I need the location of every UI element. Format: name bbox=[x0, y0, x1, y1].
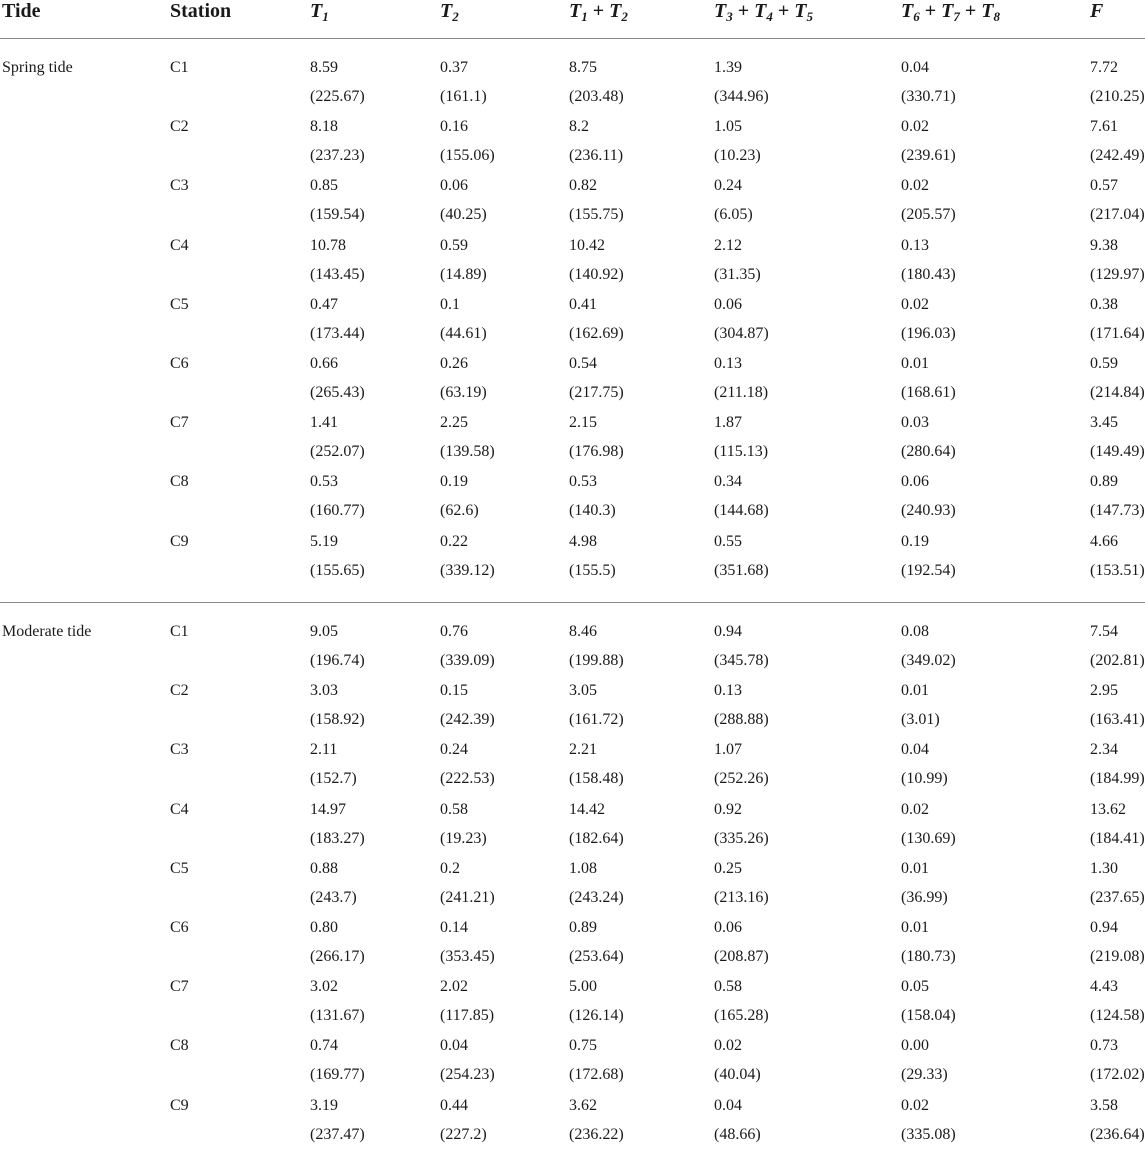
table-row bbox=[0, 918, 1145, 977]
header-t3-t4-t5: $T_3 + T_4 + T_5$ bbox=[714, 0, 813, 24]
amplitude-cell: 0.74 bbox=[310, 1037, 338, 1055]
amplitude-cell: 0.89 bbox=[1090, 473, 1118, 491]
amplitude-cell: 0.53 bbox=[310, 473, 338, 491]
amplitude-cell: 0.89 bbox=[569, 919, 597, 936]
amplitude-cell: 0.04 bbox=[714, 1096, 742, 1114]
station-cell: C9 bbox=[170, 1096, 189, 1114]
phase-cell: (19.23) bbox=[440, 829, 487, 847]
phase-cell: (219.08) bbox=[1090, 948, 1145, 965]
phase-cell: (184.41) bbox=[1090, 829, 1145, 847]
amplitude-cell: 14.97 bbox=[310, 800, 346, 818]
amplitude-cell: 0.00 bbox=[901, 1037, 929, 1055]
phase-cell: (161.1) bbox=[440, 88, 487, 105]
amplitude-cell: 0.82 bbox=[569, 177, 597, 195]
phase-cell: (155.5) bbox=[569, 561, 616, 579]
amplitude-cell: 4.66 bbox=[1090, 532, 1118, 550]
phase-cell: (44.61) bbox=[440, 324, 487, 342]
phase-cell: (48.66) bbox=[714, 1125, 761, 1143]
phase-cell: (252.07) bbox=[310, 443, 365, 461]
section-moderate-tide bbox=[0, 603, 1145, 1158]
phase-cell: (172.02) bbox=[1090, 1066, 1145, 1084]
station-cell: C7 bbox=[170, 978, 189, 996]
phase-cell: (172.68) bbox=[569, 1066, 624, 1084]
amplitude-cell: 0.66 bbox=[310, 355, 338, 372]
amplitude-cell: 9.38 bbox=[1090, 236, 1118, 254]
phase-cell: (339.12) bbox=[440, 561, 495, 579]
phase-cell: (163.41) bbox=[1090, 711, 1145, 729]
amplitude-cell: 10.42 bbox=[569, 236, 605, 254]
phase-cell: (168.61) bbox=[901, 384, 956, 401]
table-row bbox=[0, 58, 1145, 117]
phase-cell: (40.04) bbox=[714, 1066, 761, 1084]
phase-cell: (199.88) bbox=[569, 652, 624, 669]
table-row bbox=[0, 740, 1145, 799]
station-cell: C2 bbox=[170, 118, 189, 136]
amplitude-cell: 0.01 bbox=[901, 919, 929, 936]
phase-cell: (202.81) bbox=[1090, 652, 1145, 669]
amplitude-cell: 0.13 bbox=[901, 236, 929, 254]
phase-cell: (227.2) bbox=[440, 1125, 487, 1143]
phase-cell: (29.33) bbox=[901, 1066, 948, 1084]
amplitude-cell: 0.73 bbox=[1090, 1037, 1118, 1055]
phase-cell: (63.19) bbox=[440, 384, 487, 401]
phase-cell: (14.89) bbox=[440, 265, 487, 283]
phase-cell: (252.26) bbox=[714, 770, 769, 788]
phase-cell: (10.99) bbox=[901, 770, 948, 788]
amplitude-cell: 0.06 bbox=[714, 295, 742, 313]
amplitude-cell: 0.15 bbox=[440, 682, 468, 700]
amplitude-cell: 13.62 bbox=[1090, 800, 1126, 818]
phase-cell: (214.84) bbox=[1090, 384, 1145, 401]
phase-cell: (236.64) bbox=[1090, 1125, 1145, 1143]
phase-cell: (147.73) bbox=[1090, 502, 1145, 520]
amplitude-cell: 1.87 bbox=[714, 414, 742, 432]
amplitude-cell: 0.02 bbox=[901, 295, 929, 313]
phase-cell: (265.43) bbox=[310, 384, 365, 401]
header-t6-t7-t8: $T_6 + T_7 + T_8$ bbox=[901, 0, 1000, 24]
phase-cell: (155.06) bbox=[440, 147, 495, 165]
amplitude-cell: 0.14 bbox=[440, 919, 468, 936]
amplitude-cell: 2.34 bbox=[1090, 741, 1118, 759]
amplitude-cell: 0.02 bbox=[901, 177, 929, 195]
header-f: F bbox=[1090, 0, 1104, 22]
phase-cell: (158.92) bbox=[310, 711, 365, 729]
station-cell: C6 bbox=[170, 355, 189, 372]
amplitude-cell: 0.41 bbox=[569, 295, 597, 313]
phase-cell: (211.18) bbox=[714, 384, 769, 401]
amplitude-cell: 0.25 bbox=[714, 859, 742, 877]
amplitude-cell: 7.61 bbox=[1090, 118, 1118, 136]
phase-cell: (152.7) bbox=[310, 770, 357, 788]
phase-cell: (149.49) bbox=[1090, 443, 1145, 461]
amplitude-cell: 0.44 bbox=[440, 1096, 468, 1114]
phase-cell: (159.54) bbox=[310, 206, 365, 224]
phase-cell: (143.45) bbox=[310, 265, 365, 283]
phase-cell: (117.85) bbox=[440, 1007, 495, 1025]
amplitude-cell: 0.80 bbox=[310, 919, 338, 936]
table-row bbox=[0, 532, 1145, 591]
station-cell: C4 bbox=[170, 236, 189, 254]
phase-cell: (176.98) bbox=[569, 443, 624, 461]
phase-cell: (210.25) bbox=[1090, 88, 1145, 105]
amplitude-cell: 0.38 bbox=[1090, 295, 1118, 313]
amplitude-cell: 0.53 bbox=[569, 473, 597, 491]
amplitude-cell: 0.13 bbox=[714, 355, 742, 372]
amplitude-cell: 0.54 bbox=[569, 355, 597, 372]
station-cell: C3 bbox=[170, 177, 189, 195]
phase-cell: (165.28) bbox=[714, 1007, 769, 1025]
amplitude-cell: 2.02 bbox=[440, 978, 468, 996]
phase-cell: (253.64) bbox=[569, 948, 624, 965]
amplitude-cell: 0.47 bbox=[310, 295, 338, 313]
phase-cell: (169.77) bbox=[310, 1066, 365, 1084]
amplitude-cell: 0.59 bbox=[1090, 355, 1118, 372]
amplitude-cell: 0.02 bbox=[901, 1096, 929, 1114]
amplitude-cell: 0.92 bbox=[714, 800, 742, 818]
phase-cell: (180.43) bbox=[901, 265, 956, 283]
tide-label: Spring tide bbox=[2, 59, 73, 76]
phase-cell: (161.72) bbox=[569, 711, 624, 729]
phase-cell: (140.92) bbox=[569, 265, 624, 283]
phase-cell: (173.44) bbox=[310, 324, 365, 342]
amplitude-cell: 0.57 bbox=[1090, 177, 1118, 195]
amplitude-cell: 1.05 bbox=[714, 118, 742, 136]
phase-cell: (240.93) bbox=[901, 502, 956, 520]
phase-cell: (180.73) bbox=[901, 948, 956, 965]
phase-cell: (254.23) bbox=[440, 1066, 495, 1084]
amplitude-cell: 3.05 bbox=[569, 682, 597, 700]
amplitude-cell: 0.06 bbox=[901, 473, 929, 491]
phase-cell: (36.99) bbox=[901, 888, 948, 906]
table-row bbox=[0, 622, 1145, 681]
amplitude-cell: 0.58 bbox=[714, 978, 742, 996]
table-row bbox=[0, 236, 1145, 295]
phase-cell: (126.14) bbox=[569, 1007, 624, 1025]
amplitude-cell: 0.34 bbox=[714, 473, 742, 491]
phase-cell: (182.64) bbox=[569, 829, 624, 847]
phase-cell: (217.75) bbox=[569, 384, 624, 401]
phase-cell: (344.96) bbox=[714, 88, 769, 105]
phase-cell: (304.87) bbox=[714, 324, 769, 342]
amplitude-cell: 3.58 bbox=[1090, 1096, 1118, 1114]
station-cell: C8 bbox=[170, 473, 189, 491]
amplitude-cell: 2.25 bbox=[440, 414, 468, 432]
table-row bbox=[0, 117, 1145, 176]
amplitude-cell: 0.22 bbox=[440, 532, 468, 550]
table-row bbox=[0, 977, 1145, 1036]
amplitude-cell: 9.05 bbox=[310, 623, 338, 640]
station-cell: C1 bbox=[170, 59, 189, 76]
amplitude-cell: 3.62 bbox=[569, 1096, 597, 1114]
table-row bbox=[0, 413, 1145, 472]
phase-cell: (160.77) bbox=[310, 502, 365, 520]
phase-cell: (144.68) bbox=[714, 502, 769, 520]
station-cell: C3 bbox=[170, 741, 189, 759]
amplitude-cell: 14.42 bbox=[569, 800, 605, 818]
phase-cell: (237.65) bbox=[1090, 888, 1145, 906]
amplitude-cell: 7.72 bbox=[1090, 59, 1118, 76]
phase-cell: (31.35) bbox=[714, 265, 761, 283]
amplitude-cell: 0.02 bbox=[901, 800, 929, 818]
amplitude-cell: 0.76 bbox=[440, 623, 468, 640]
table-row bbox=[0, 1096, 1145, 1155]
phase-cell: (237.23) bbox=[310, 147, 365, 165]
phase-cell: (183.27) bbox=[310, 829, 365, 847]
amplitude-cell: 0.13 bbox=[714, 682, 742, 700]
phase-cell: (158.04) bbox=[901, 1007, 956, 1025]
phase-cell: (266.17) bbox=[310, 948, 365, 965]
amplitude-cell: 0.55 bbox=[714, 532, 742, 550]
phase-cell: (129.97) bbox=[1090, 265, 1145, 283]
phase-cell: (3.01) bbox=[901, 711, 940, 729]
amplitude-cell: 0.37 bbox=[440, 59, 468, 76]
phase-cell: (349.02) bbox=[901, 652, 956, 669]
phase-cell: (243.24) bbox=[569, 888, 624, 906]
amplitude-cell: 2.11 bbox=[310, 741, 338, 759]
table-row bbox=[0, 859, 1145, 918]
header-t1-plus-t2: $T_1 + T_2$ bbox=[569, 0, 628, 24]
phase-cell: (236.22) bbox=[569, 1125, 624, 1143]
phase-cell: (10.23) bbox=[714, 147, 761, 165]
phase-cell: (330.71) bbox=[901, 88, 956, 105]
phase-cell: (184.99) bbox=[1090, 770, 1145, 788]
amplitude-cell: 3.02 bbox=[310, 978, 338, 996]
phase-cell: (131.67) bbox=[310, 1007, 365, 1025]
amplitude-cell: 7.54 bbox=[1090, 623, 1118, 640]
phase-cell: (40.25) bbox=[440, 206, 487, 224]
phase-cell: (222.53) bbox=[440, 770, 495, 788]
table-row bbox=[0, 295, 1145, 354]
phase-cell: (158.48) bbox=[569, 770, 624, 788]
amplitude-cell: 0.03 bbox=[901, 414, 929, 432]
amplitude-cell: 4.98 bbox=[569, 532, 597, 550]
phase-cell: (335.26) bbox=[714, 829, 769, 847]
phase-cell: (140.3) bbox=[569, 502, 616, 520]
amplitude-cell: 0.16 bbox=[440, 118, 468, 136]
amplitude-cell: 8.59 bbox=[310, 59, 338, 76]
amplitude-cell: 0.2 bbox=[440, 859, 460, 877]
amplitude-cell: 2.21 bbox=[569, 741, 597, 759]
phase-cell: (192.54) bbox=[901, 561, 956, 579]
station-cell: C4 bbox=[170, 800, 189, 818]
amplitude-cell: 0.02 bbox=[901, 118, 929, 136]
amplitude-cell: 0.19 bbox=[440, 473, 468, 491]
phase-cell: (239.61) bbox=[901, 147, 956, 165]
amplitude-cell: 0.01 bbox=[901, 859, 929, 877]
table-row bbox=[0, 354, 1145, 413]
table-header bbox=[0, 0, 1145, 39]
phase-cell: (236.11) bbox=[569, 147, 624, 165]
amplitude-cell: 2.12 bbox=[714, 236, 742, 254]
phase-cell: (241.21) bbox=[440, 888, 495, 906]
station-cell: C7 bbox=[170, 414, 189, 432]
phase-cell: (196.74) bbox=[310, 652, 365, 669]
phase-cell: (62.6) bbox=[440, 502, 479, 520]
phase-cell: (237.47) bbox=[310, 1125, 365, 1143]
phase-cell: (203.48) bbox=[569, 88, 624, 105]
amplitude-cell: 2.15 bbox=[569, 414, 597, 432]
phase-cell: (335.08) bbox=[901, 1125, 956, 1143]
phase-cell: (153.51) bbox=[1090, 561, 1145, 579]
amplitude-cell: 3.45 bbox=[1090, 414, 1118, 432]
header-t1: $T_1$ bbox=[310, 0, 329, 24]
section-spring-tide bbox=[0, 39, 1145, 603]
amplitude-cell: 0.01 bbox=[901, 682, 929, 700]
amplitude-cell: 3.19 bbox=[310, 1096, 338, 1114]
phase-cell: (213.16) bbox=[714, 888, 769, 906]
phase-cell: (124.58) bbox=[1090, 1007, 1145, 1025]
phase-cell: (351.68) bbox=[714, 561, 769, 579]
phase-cell: (196.03) bbox=[901, 324, 956, 342]
amplitude-cell: 0.04 bbox=[901, 741, 929, 759]
amplitude-cell: 1.30 bbox=[1090, 859, 1118, 877]
station-cell: C1 bbox=[170, 623, 189, 640]
station-cell: C5 bbox=[170, 859, 189, 877]
phase-cell: (225.67) bbox=[310, 88, 365, 105]
amplitude-cell: 1.39 bbox=[714, 59, 742, 76]
amplitude-cell: 0.08 bbox=[901, 623, 929, 640]
amplitude-cell: 0.06 bbox=[714, 919, 742, 936]
table-row bbox=[0, 1036, 1145, 1095]
phase-cell: (288.88) bbox=[714, 711, 769, 729]
phase-cell: (242.49) bbox=[1090, 147, 1145, 165]
phase-cell: (6.05) bbox=[714, 206, 753, 224]
amplitude-cell: 0.94 bbox=[714, 623, 742, 640]
station-cell: C5 bbox=[170, 295, 189, 313]
amplitude-cell: 8.2 bbox=[569, 118, 589, 136]
phase-cell: (280.64) bbox=[901, 443, 956, 461]
station-cell: C8 bbox=[170, 1037, 189, 1055]
amplitude-cell: 0.02 bbox=[714, 1037, 742, 1055]
amplitude-cell: 0.88 bbox=[310, 859, 338, 877]
amplitude-cell: 0.58 bbox=[440, 800, 468, 818]
phase-cell: (339.09) bbox=[440, 652, 495, 669]
phase-cell: (130.69) bbox=[901, 829, 956, 847]
amplitude-cell: 0.19 bbox=[901, 532, 929, 550]
phase-cell: (242.39) bbox=[440, 711, 495, 729]
phase-cell: (115.13) bbox=[714, 443, 769, 461]
amplitude-cell: 10.78 bbox=[310, 236, 346, 254]
amplitude-cell: 5.19 bbox=[310, 532, 338, 550]
tide-label: Moderate tide bbox=[2, 623, 92, 640]
amplitude-cell: 0.26 bbox=[440, 355, 468, 372]
station-cell: C6 bbox=[170, 919, 189, 936]
phase-cell: (162.69) bbox=[569, 324, 624, 342]
phase-cell: (217.04) bbox=[1090, 206, 1145, 224]
amplitude-cell: 0.04 bbox=[440, 1037, 468, 1055]
phase-cell: (208.87) bbox=[714, 948, 769, 965]
phase-cell: (205.57) bbox=[901, 206, 956, 224]
station-cell: C9 bbox=[170, 532, 189, 550]
amplitude-cell: 1.41 bbox=[310, 414, 338, 432]
amplitude-cell: 5.00 bbox=[569, 978, 597, 996]
table-row bbox=[0, 472, 1145, 531]
amplitude-cell: 2.95 bbox=[1090, 682, 1118, 700]
phase-cell: (139.58) bbox=[440, 443, 495, 461]
header-tide: Tide bbox=[2, 0, 41, 22]
phase-cell: (155.75) bbox=[569, 206, 624, 224]
amplitude-cell: 0.75 bbox=[569, 1037, 597, 1055]
amplitude-cell: 0.24 bbox=[440, 741, 468, 759]
table-row bbox=[0, 176, 1145, 235]
amplitude-cell: 0.06 bbox=[440, 177, 468, 195]
amplitude-cell: 0.94 bbox=[1090, 919, 1118, 936]
amplitude-cell: 8.18 bbox=[310, 118, 338, 136]
amplitude-cell: 0.59 bbox=[440, 236, 468, 254]
amplitude-cell: 0.24 bbox=[714, 177, 742, 195]
amplitude-cell: 3.03 bbox=[310, 682, 338, 700]
station-cell: C2 bbox=[170, 682, 189, 700]
phase-cell: (345.78) bbox=[714, 652, 769, 669]
amplitude-cell: 0.01 bbox=[901, 355, 929, 372]
header-station: Station bbox=[170, 0, 232, 22]
amplitude-cell: 4.43 bbox=[1090, 978, 1118, 996]
phase-cell: (243.7) bbox=[310, 888, 357, 906]
phase-cell: (353.45) bbox=[440, 948, 495, 965]
amplitude-cell: 8.75 bbox=[569, 59, 597, 76]
amplitude-cell: 0.04 bbox=[901, 59, 929, 76]
amplitude-cell: 8.46 bbox=[569, 623, 597, 640]
amplitude-cell: 0.05 bbox=[901, 978, 929, 996]
amplitude-cell: 1.08 bbox=[569, 859, 597, 877]
amplitude-cell: 0.85 bbox=[310, 177, 338, 195]
phase-cell: (155.65) bbox=[310, 561, 365, 579]
amplitude-cell: 0.1 bbox=[440, 295, 460, 313]
table-row bbox=[0, 681, 1145, 740]
amplitude-cell: 1.07 bbox=[714, 741, 742, 759]
table-row bbox=[0, 800, 1145, 859]
phase-cell: (171.64) bbox=[1090, 324, 1145, 342]
header-t2: $T_2$ bbox=[440, 0, 459, 24]
